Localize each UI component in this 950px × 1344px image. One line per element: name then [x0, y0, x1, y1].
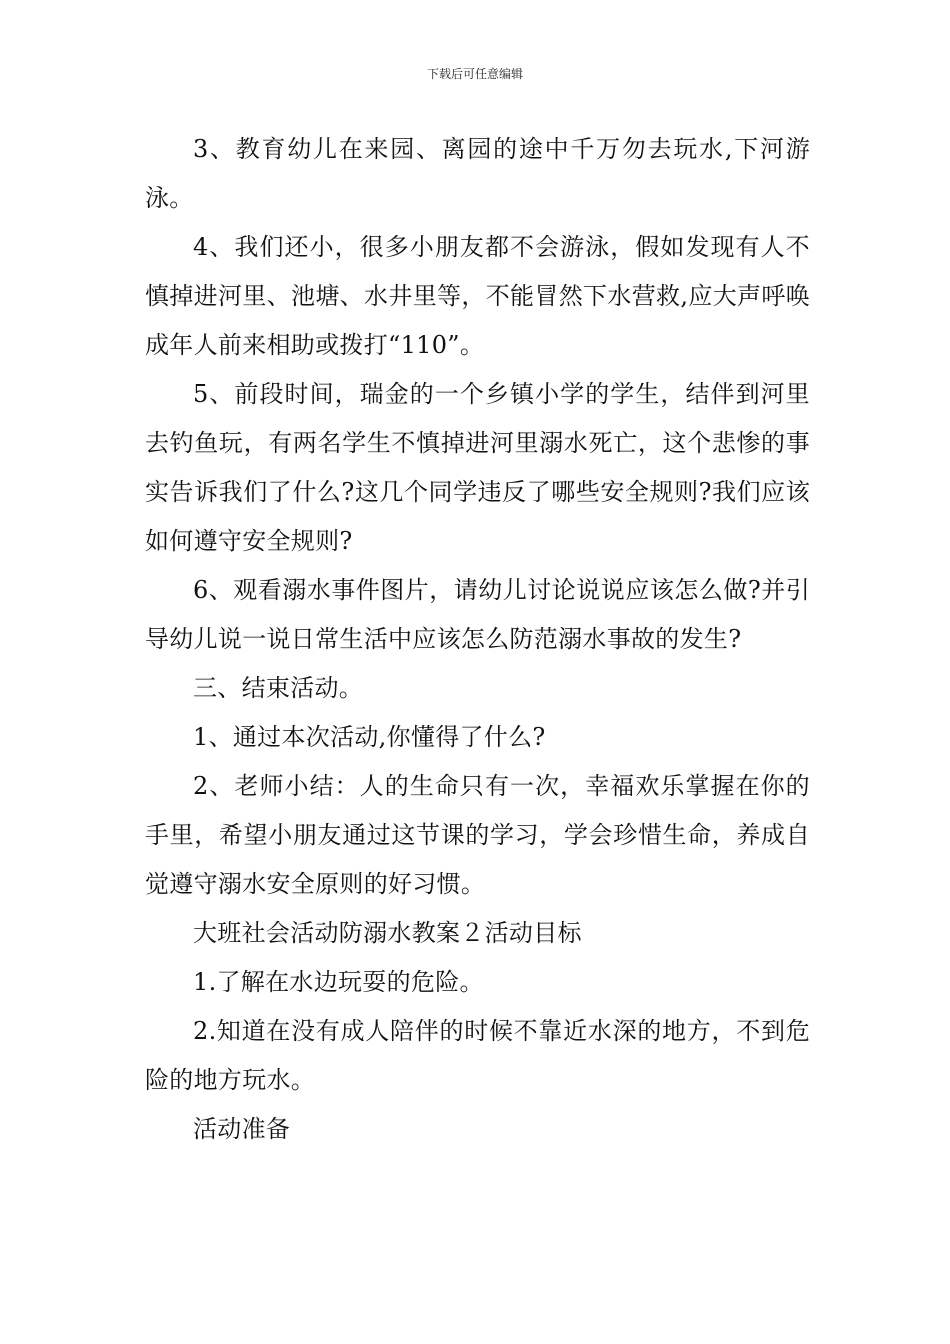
paragraph-item-3: 3、教育幼儿在来园、离园的途中千万勿去玩水,下河游泳。: [145, 135, 810, 212]
lesson-plan-2-title: 大班社会活动防溺水教案２活动目标: [193, 919, 582, 947]
page-header: 下载后可任意编辑: [426, 67, 523, 81]
goal-2: 2.知道在没有成人陪伴的时候不靠近水深的地方，不到危险的地方玩水。: [145, 1017, 810, 1094]
paragraph-item-6: 6、观看溺水事件图片，请幼儿讨论说说应该怎么做?并引导幼儿说一说日常生活中应该怎么防范溺水事故的发生?: [145, 576, 810, 653]
section-heading-preparation: 活动准备: [193, 1115, 291, 1143]
document-body: [145, 125, 810, 1154]
section-heading-end-activity: 三、结束活动。: [193, 674, 364, 702]
paragraph-end-1: 1、通过本次活动,你懂得了什么?: [193, 723, 546, 751]
paragraph-end-2: 2、老师小结：人的生命只有一次，幸福欢乐掌握在你的手里，希望小朋友通过这节课的学习，学会珍惜生命，养成自觉遵守溺水安全原则的好习惯。: [145, 772, 810, 898]
paragraph-item-5: 5、前段时间，瑞金的一个乡镇小学的学生，结伴到河里去钓鱼玩，有两名学生不慎掉进河里溺水死亡，这个悲惨的事实告诉我们了什么?这几个同学违反了哪些安全规则?我们应该如何遵守安全规则?: [145, 380, 810, 555]
paragraph-item-4: 4、我们还小，很多小朋友都不会游泳，假如发现有人不慎掉进河里、池塘、水井里等，不能冒然下水营救,应大声呼唤成年人前来相助或拨打“110”。: [145, 233, 810, 359]
goal-1: 1.了解在水边玩耍的危险。: [193, 968, 484, 996]
